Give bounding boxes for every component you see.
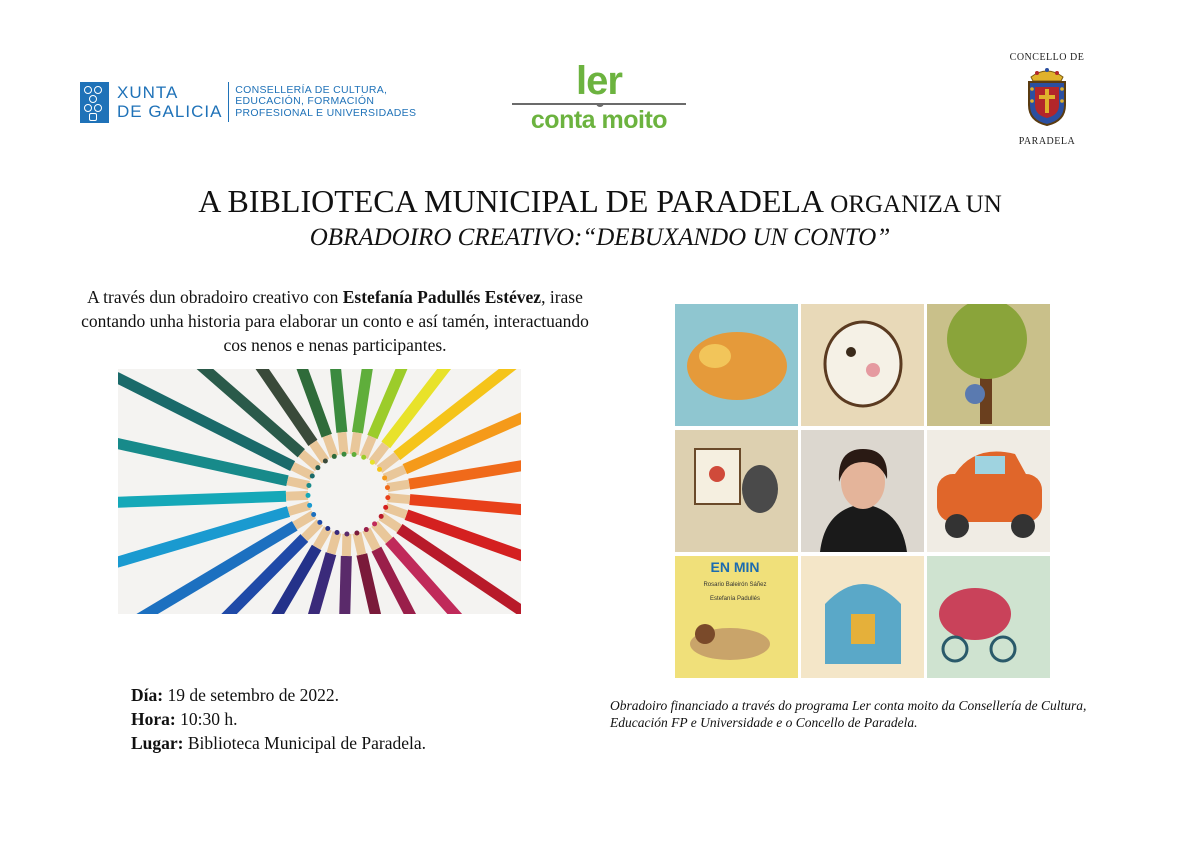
pencil-lead [325, 526, 330, 531]
ler-conta-moito-logo: ler conta moito [508, 60, 690, 140]
pencil-lead [352, 452, 357, 457]
pencil-body [341, 556, 346, 614]
pencil-lead [377, 467, 382, 472]
pencil-tip [342, 432, 344, 454]
pencil-lead [315, 465, 320, 470]
intro-paragraph: A través dun obradoiro creativo con Estefanía Padullés Estévez, irase contando unha historia para elaborar un conto e así tamén, interactuando cos nenos e nenas participantes. [81, 287, 589, 355]
pencil-lead [385, 485, 390, 490]
artist-name: Estefanía Padullés Estévez [342, 287, 542, 307]
pencil-lead [332, 454, 337, 459]
event-day: Día: 19 de setembro de 2022. [131, 685, 340, 705]
event-place: Lugar: Biblioteca Municipal de Paradela. [131, 733, 426, 753]
xunta-name: XUNTA DE GALICIA [117, 83, 223, 121]
pencil-lead [370, 460, 375, 465]
funding-note: Obradoiro financiado a través do programa Ler conta moito da Consellería de Cultura, Educación FP e Universidade e o Concello de Paradela. [610, 698, 1087, 730]
ler-logo-rule [512, 103, 686, 105]
pencil-lead [344, 531, 349, 536]
pencil-lead [383, 505, 388, 510]
pencil-lead [311, 512, 316, 517]
pencil-lead [342, 452, 347, 457]
pencil-tip [346, 534, 347, 556]
pencil-tip [357, 533, 362, 554]
pencil-lead [306, 493, 311, 498]
xunta-department: CONSELLERÍA DE CULTURA, EDUCACIÓN, FORMACIÓN PROFESIONAL E UNIVERSIDADES [235, 83, 417, 119]
pencil-lead [307, 503, 312, 508]
concello-paradela-logo: CONCELLO DE PARADELA [1009, 52, 1085, 147]
illustration-collage [675, 304, 1050, 678]
pencil-tip [387, 484, 409, 488]
event-details [131, 683, 426, 755]
xunta-emblem-icon [80, 82, 109, 123]
xunta-logo [80, 80, 420, 124]
colored-pencils-photo [118, 369, 521, 614]
pencil-tip [287, 481, 308, 486]
svg-text:Estefanía Padullés: Estefanía Padullés [709, 596, 761, 602]
pencil-lead [382, 475, 387, 480]
pencil-lead [354, 530, 359, 535]
pencil-tip [331, 532, 337, 553]
svg-text:Rosario Baleirón Sáñez: Rosario Baleirón Sáñez [703, 582, 767, 588]
pencil-lead [372, 521, 377, 526]
pencil-lead [306, 483, 311, 488]
coat-of-arms-icon [1021, 67, 1073, 127]
headline-title: A BIBLIOTECA MUNICIPAL DE PARADELA ORGANIZA UN [198, 183, 1002, 219]
pencil-tip [388, 498, 410, 500]
headline-subtitle: OBRADOIRO CREATIVO:“DEBUXANDO UN CONTO” [309, 224, 891, 251]
event-time: Hora: 10:30 h. [131, 709, 238, 729]
pencil-lead [385, 495, 390, 500]
pencil-tip [289, 505, 310, 511]
pencil-lead [310, 473, 315, 478]
xunta-divider [228, 82, 229, 122]
pencil-lead [364, 527, 369, 532]
pencil-lead [323, 459, 328, 464]
pencil-body [118, 496, 286, 503]
pencil-lead [379, 514, 384, 519]
pencil-tip [354, 433, 357, 455]
pencil-lead [317, 520, 322, 525]
svg-text:EN MIN: EN MIN [710, 559, 760, 575]
pencil-lead [335, 530, 340, 535]
headline [0, 183, 1200, 253]
pencil-lead [361, 455, 366, 460]
pencil-tip [286, 495, 308, 496]
